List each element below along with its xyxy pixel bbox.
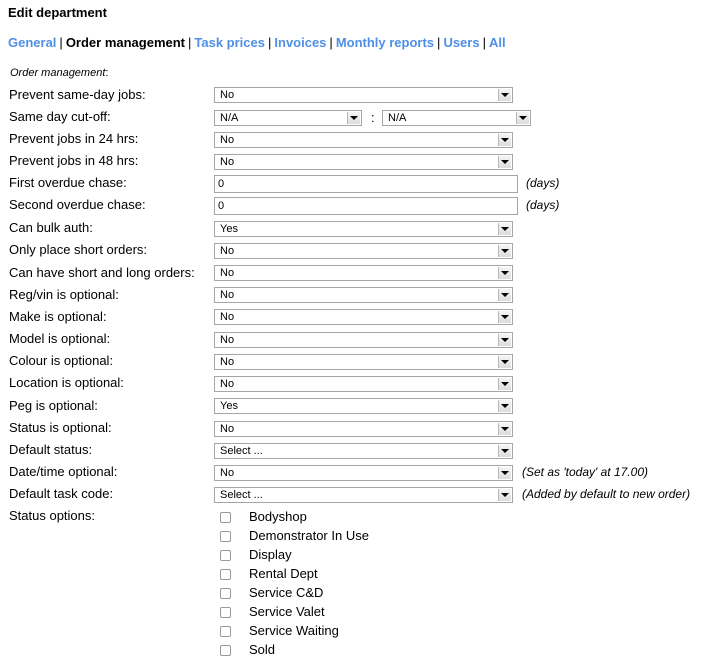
checkbox-service-valet[interactable] [220,607,231,618]
tab-general[interactable]: General [8,35,57,50]
cutoff-minute-select[interactable] [382,110,531,126]
regvin-select[interactable] [214,287,513,303]
datetime-select[interactable] [214,465,513,481]
prevent-24-value: No [220,134,235,146]
prevent-same-day-value: No [220,89,235,101]
datetime-label: Date/time optional: [9,464,118,479]
checkbox-bodyshop[interactable] [220,512,231,523]
chevron-down-icon [498,467,511,479]
prevent-48-select[interactable] [214,154,513,170]
cutoff-minute-value: N/A [388,112,407,124]
model-select[interactable] [214,332,513,348]
chevron-down-icon [498,445,511,457]
regvin-label: Reg/vin is optional: [9,287,119,302]
status-option-label: Demonstrator In Use [249,528,369,543]
second-chase-input[interactable]: 0 [214,197,518,215]
colour-select[interactable] [214,354,513,370]
short-orders-select[interactable] [214,243,513,259]
chevron-down-icon [498,134,511,146]
default-status-value: Select ... [220,445,263,457]
status-option-label: Display [249,547,292,562]
chevron-down-icon [498,356,511,368]
bulk-auth-label: Can bulk auth: [9,220,93,235]
cutoff-separator: : [371,110,375,125]
location-label: Location is optional: [9,375,124,390]
prevent-24-label: Prevent jobs in 24 hrs: [9,131,139,146]
tab-invoices[interactable]: Invoices [274,35,327,50]
chevron-down-icon [498,289,511,301]
make-select[interactable] [214,309,513,325]
short-orders-value: No [220,245,235,257]
default-status-select[interactable] [214,443,513,459]
tab-separator: | [329,35,333,50]
status-options-label: Status options: [9,508,95,523]
peg-label: Peg is optional: [9,398,98,413]
location-value: No [220,378,235,390]
bulk-auth-select[interactable] [214,221,513,237]
checkbox-demonstrator-in-use[interactable] [220,531,231,542]
checkbox-service-cd[interactable] [220,588,231,599]
regvin-value: No [220,289,235,301]
chevron-down-icon [516,112,529,124]
tab-separator: | [268,35,272,50]
status-option-label: Sold [249,642,276,657]
tab-monthly-reports[interactable]: Monthly reports [335,35,435,50]
tab-separator: | [482,35,486,50]
status-optional-label: Status is optional: [9,420,112,435]
make-label: Make is optional: [9,309,107,324]
make-value: No [220,311,235,323]
default-task-select[interactable] [214,487,513,503]
page-title: Edit department [8,5,107,20]
peg-value: Yes [220,400,238,412]
chevron-down-icon [498,400,511,412]
prevent-24-select[interactable] [214,132,513,148]
section-label: Order management [10,67,106,79]
prevent-48-value: No [220,156,235,168]
location-select[interactable] [214,376,513,392]
default-task-value: Select ... [220,489,263,501]
prevent-same-day-label: Prevent same-day jobs: [9,87,146,102]
short-long-label: Can have short and long orders: [9,265,195,280]
status-optional-select[interactable] [214,421,513,437]
checkbox-service-waiting[interactable] [220,626,231,637]
status-optional-value: No [220,423,235,435]
chevron-down-icon [498,423,511,435]
cutoff-hour-value: N/A [220,112,239,124]
tab-users[interactable]: Users [443,35,480,50]
chevron-down-icon [498,378,511,390]
second-chase-label: Second overdue chase: [9,197,146,212]
chevron-down-icon [498,89,511,101]
tab-bar [8,35,506,50]
tab-task-prices[interactable]: Task prices [194,35,265,50]
chevron-down-icon [498,311,511,323]
tab-separator: | [59,35,63,50]
status-option-label: Service Waiting [249,623,339,638]
chevron-down-icon [498,245,511,257]
chevron-down-icon [498,489,511,501]
datetime-value: No [220,467,235,479]
chevron-down-icon [498,334,511,346]
status-option-label: Rental Dept [249,566,318,581]
short-orders-label: Only place short orders: [9,242,148,257]
tab-all[interactable]: All [488,35,506,50]
same-day-cutoff-label: Same day cut-off: [9,109,111,124]
first-chase-note: (days) [526,176,560,190]
tab-separator: | [437,35,441,50]
model-value: No [220,334,235,346]
short-long-value: No [220,267,235,279]
cutoff-hour-select[interactable] [214,110,362,126]
colour-label: Colour is optional: [9,353,114,368]
checkbox-rental-dept[interactable] [220,569,231,580]
tab-order-management: Order management [65,35,186,50]
section-colon: : [105,67,109,79]
colour-value: No [220,356,235,368]
section-heading [10,67,108,79]
chevron-down-icon [498,267,511,279]
bulk-auth-value: Yes [220,223,238,235]
status-option-label: Service C&D [249,585,324,600]
model-label: Model is optional: [9,331,111,346]
peg-select[interactable] [214,398,513,414]
chevron-down-icon [498,223,511,235]
first-chase-label: First overdue chase: [9,175,127,190]
tab-separator: | [188,35,192,50]
datetime-note: (Set as 'today' at 17.00) [522,465,648,479]
status-option-label: Bodyshop [249,509,307,524]
checkbox-sold[interactable] [220,645,231,656]
default-status-label: Default status: [9,442,93,457]
prevent-48-label: Prevent jobs in 48 hrs: [9,153,139,168]
status-option-label: Service Valet [249,604,325,619]
chevron-down-icon [498,156,511,168]
first-chase-input[interactable]: 0 [214,175,518,193]
checkbox-display[interactable] [220,550,231,561]
default-task-note: (Added by default to new order) [522,487,691,501]
second-chase-note: (days) [526,198,560,212]
default-task-label: Default task code: [9,486,114,501]
short-long-select[interactable] [214,265,513,281]
chevron-down-icon [347,112,360,124]
prevent-same-day-select[interactable] [214,87,513,103]
